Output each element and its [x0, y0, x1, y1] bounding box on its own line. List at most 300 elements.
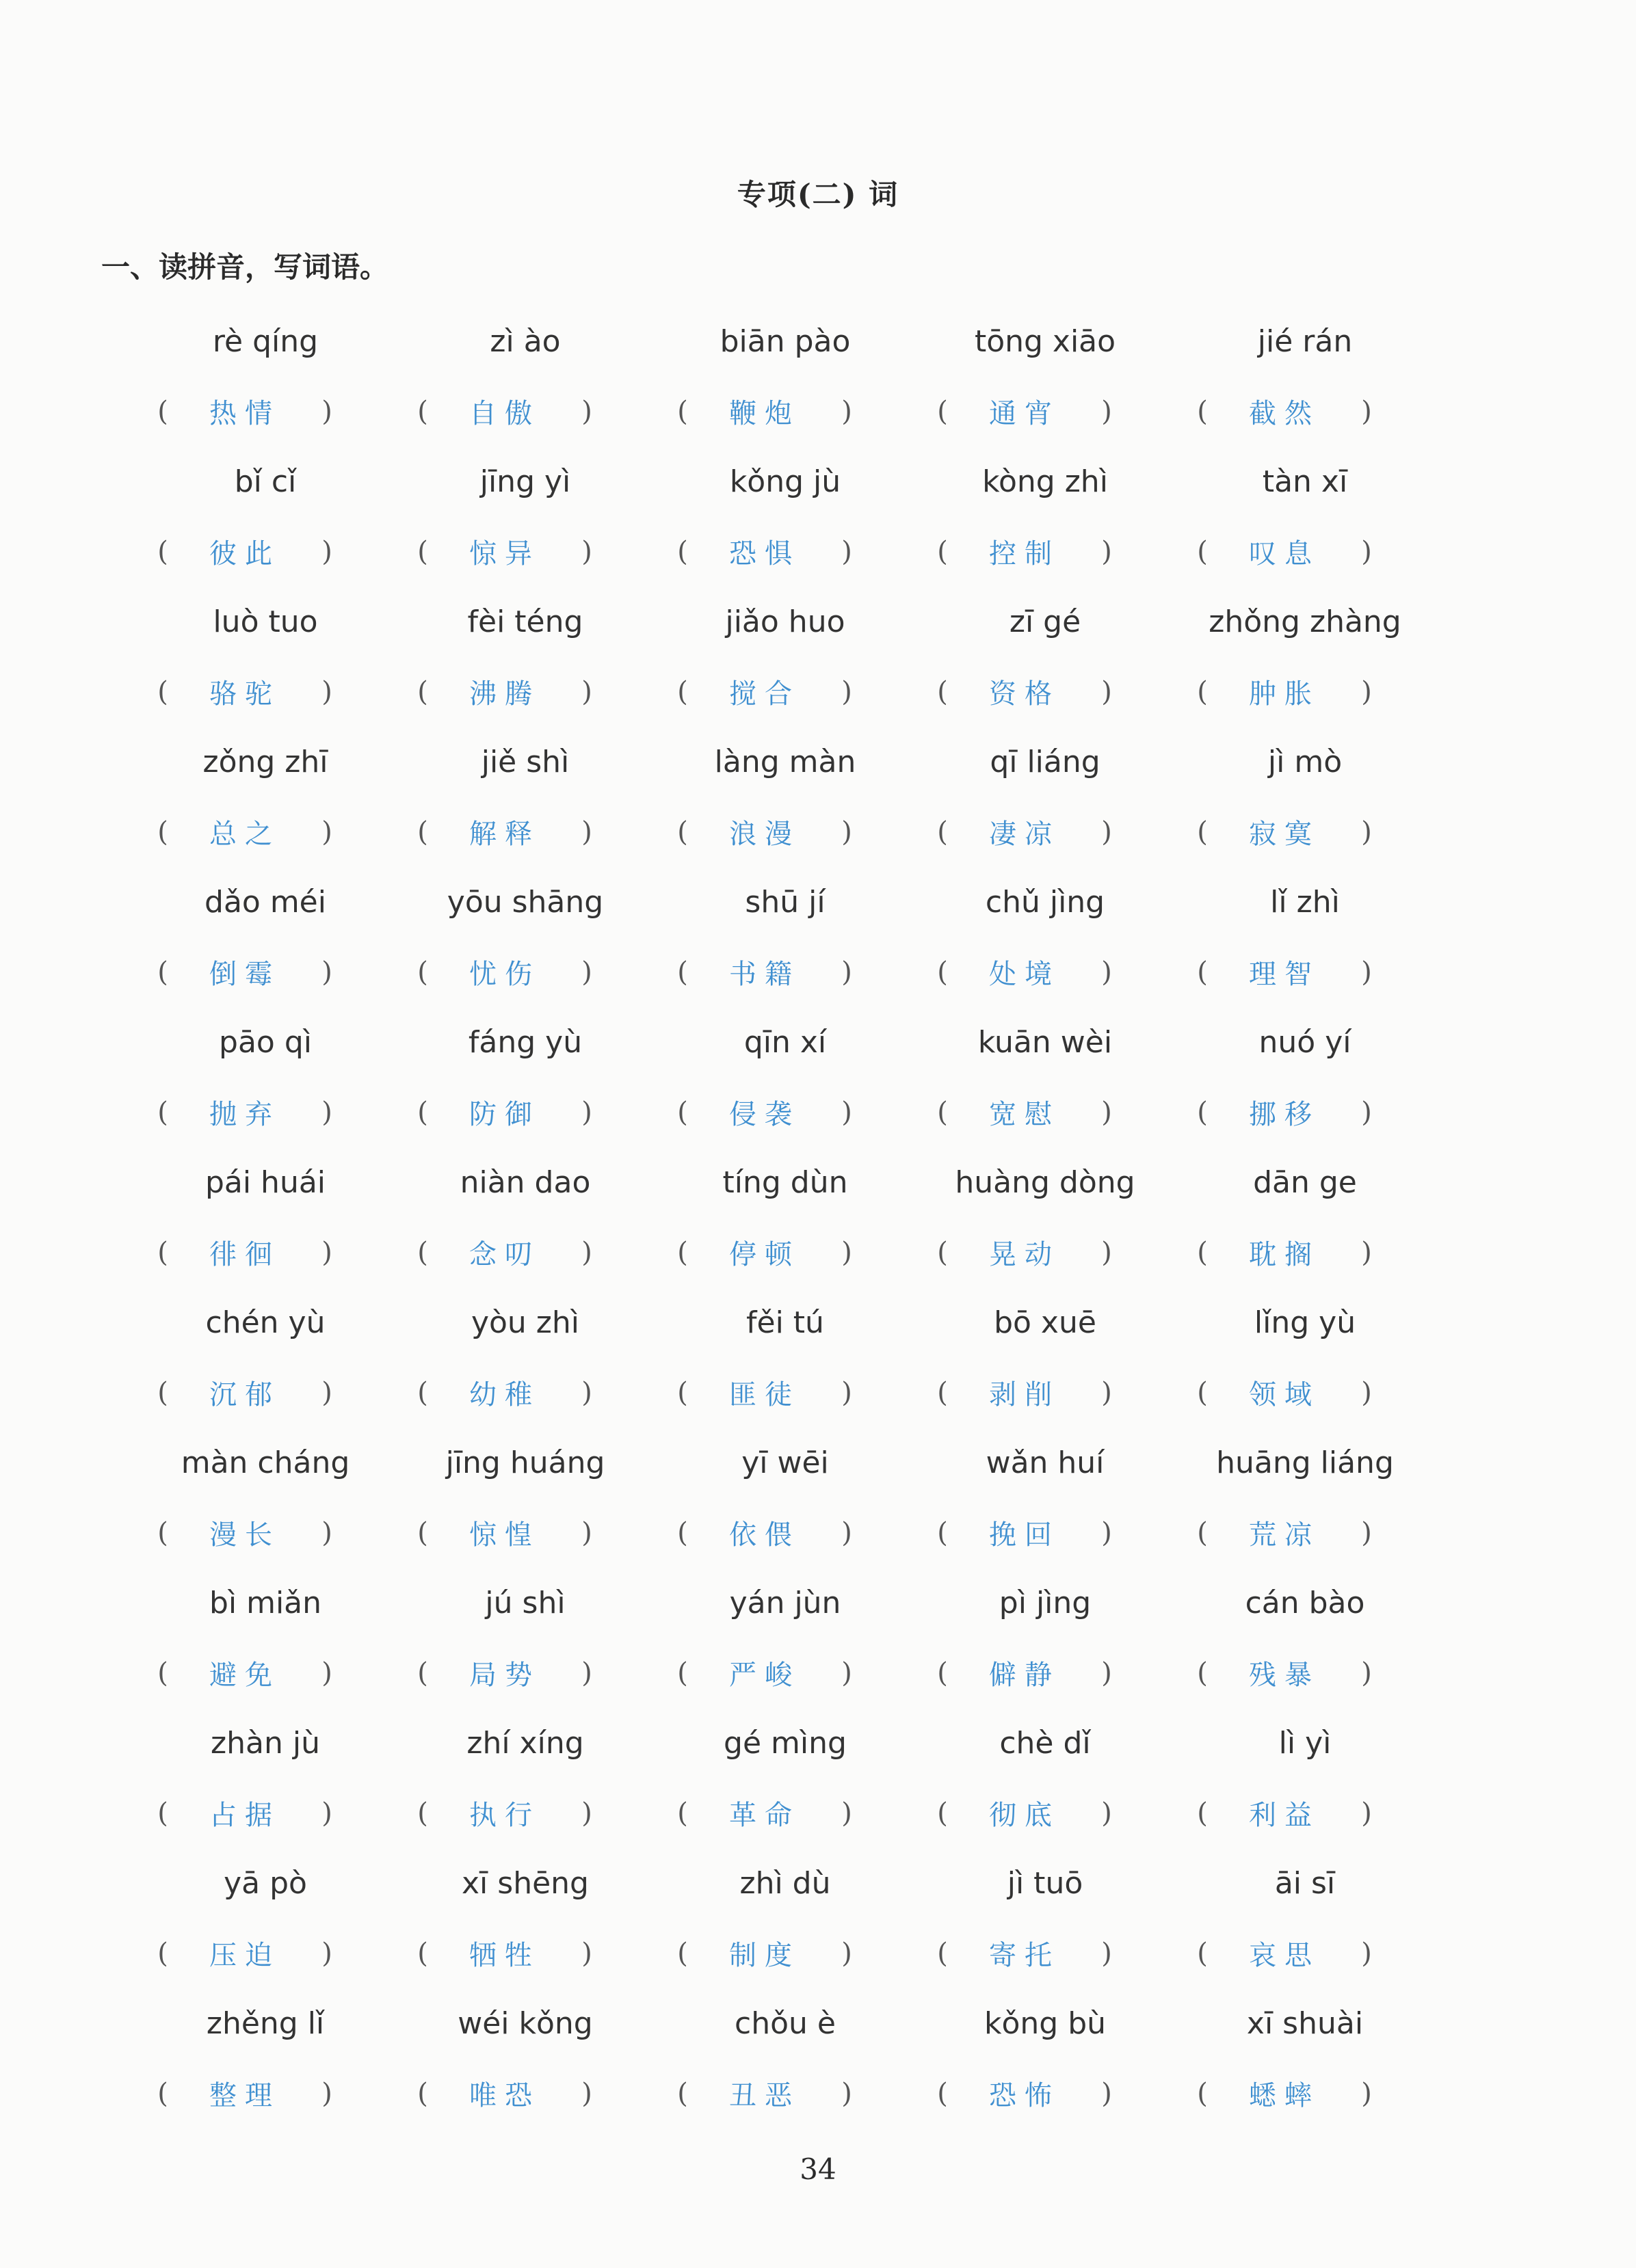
- answer-blank: [929, 1358, 1189, 1428]
- answer-blank: [1189, 1358, 1449, 1428]
- answer-blank: [409, 1778, 669, 1849]
- pinyin-prompt: zhàn jù: [211, 1725, 320, 1761]
- pinyin-prompt: pì jìng: [999, 1585, 1092, 1620]
- handwritten-answer: 沸腾: [469, 678, 540, 710]
- pinyin-prompt: zhěng lǐ: [206, 2005, 325, 2041]
- answer-blank: [929, 377, 1189, 447]
- handwritten-answer: 荒凉: [1249, 1519, 1320, 1551]
- answer-blank: [929, 657, 1189, 728]
- pinyin-prompt: yī wēi: [741, 1445, 829, 1480]
- handwritten-answer: 倒霉: [209, 959, 280, 991]
- handwritten-answer: 挽回: [989, 1519, 1060, 1551]
- right-paren: ): [581, 1657, 592, 1689]
- handwritten-answer: 骆驼: [209, 678, 280, 710]
- answer-blank: [669, 1638, 929, 1709]
- answer-blank: [669, 657, 929, 728]
- handwritten-answer: 念叨: [469, 1239, 540, 1271]
- answer-blank: [149, 1778, 409, 1849]
- pinyin-prompt: tōng xiāo: [974, 323, 1116, 359]
- pinyin-prompt: fèi téng: [467, 604, 583, 639]
- handwritten-answer: 惊异: [469, 538, 540, 570]
- pinyin-prompt: qī liáng: [990, 744, 1100, 779]
- handwritten-answer: 匪徒: [729, 1379, 800, 1411]
- left-paren: (: [937, 956, 948, 988]
- right-paren: ): [1361, 956, 1372, 988]
- right-paren: ): [1101, 676, 1112, 708]
- left-paren: (: [157, 535, 168, 568]
- pinyin-prompt: rè qíng: [212, 323, 319, 359]
- right-paren: ): [321, 535, 332, 568]
- right-paren: ): [1361, 1376, 1372, 1409]
- handwritten-answer: 彻底: [989, 1800, 1060, 1832]
- pinyin-prompt: màn cháng: [181, 1445, 350, 1480]
- handwritten-answer: 沉郁: [209, 1379, 280, 1411]
- left-paren: (: [157, 956, 168, 988]
- right-paren: ): [841, 395, 852, 427]
- right-paren: ): [581, 2077, 592, 2109]
- right-paren: ): [1101, 2077, 1112, 2109]
- left-paren: (: [937, 395, 948, 427]
- left-paren: (: [157, 676, 168, 708]
- left-paren: (: [1197, 1376, 1208, 1409]
- pinyin-prompt: fáng yù: [468, 1024, 583, 1060]
- left-paren: (: [1197, 956, 1208, 988]
- left-paren: (: [1197, 2077, 1208, 2109]
- answer-blank: [149, 2059, 409, 2129]
- handwritten-answer: 截然: [1249, 398, 1320, 430]
- right-paren: ): [321, 956, 332, 988]
- handwritten-answer: 总之: [209, 818, 280, 851]
- left-paren: (: [937, 1517, 948, 1549]
- right-paren: ): [841, 535, 852, 568]
- pinyin-prompt: pāo qì: [219, 1024, 312, 1060]
- left-paren: (: [937, 1236, 948, 1268]
- handwritten-answer: 占据: [209, 1800, 280, 1832]
- answer-blank: [929, 937, 1189, 1008]
- answer-blank: [409, 377, 669, 447]
- handwritten-answer: 制度: [729, 1940, 800, 1972]
- handwritten-answer: 丑恶: [729, 2080, 800, 2112]
- right-paren: ): [841, 1376, 852, 1409]
- pinyin-prompt: biān pào: [720, 323, 851, 359]
- pinyin-prompt: nuó yí: [1258, 1024, 1351, 1060]
- pinyin-prompt: huàng dòng: [955, 1164, 1135, 1200]
- left-paren: (: [417, 956, 428, 988]
- pinyin-prompt: bì miǎn: [209, 1585, 322, 1620]
- left-paren: (: [1197, 1657, 1208, 1689]
- answer-blank: [409, 657, 669, 728]
- right-paren: ): [841, 1937, 852, 1969]
- answer-blank: [669, 1358, 929, 1428]
- pinyin-prompt: tíng dùn: [722, 1164, 848, 1200]
- pinyin-prompt: yòu zhì: [471, 1305, 580, 1340]
- answer-blank: [669, 1218, 929, 1288]
- right-paren: ): [581, 535, 592, 568]
- handwritten-answer: 残暴: [1249, 1659, 1320, 1692]
- handwritten-answer: 执行: [469, 1800, 540, 1832]
- pinyin-prompt: jú shì: [485, 1585, 566, 1620]
- left-paren: (: [937, 1937, 948, 1969]
- page-title: 专项(二) 词: [737, 178, 899, 211]
- left-paren: (: [157, 1376, 168, 1409]
- handwritten-answer: 蟋蟀: [1249, 2080, 1320, 2112]
- pinyin-prompt: chǔ jìng: [985, 884, 1105, 920]
- pinyin-prompt: kuān wèi: [977, 1024, 1113, 1060]
- pinyin-prompt: jīng huáng: [445, 1445, 605, 1480]
- handwritten-answer: 唯恐: [469, 2080, 540, 2112]
- right-paren: ): [1101, 1236, 1112, 1268]
- left-paren: (: [157, 816, 168, 848]
- pinyin-prompt: zǒng zhī: [202, 744, 328, 779]
- pinyin-prompt: zhì dù: [739, 1865, 831, 1901]
- right-paren: ): [841, 1797, 852, 1829]
- handwritten-answer: 凄凉: [989, 818, 1060, 851]
- pinyin-prompt: āi sī: [1274, 1865, 1336, 1901]
- handwritten-answer: 叹息: [1249, 538, 1320, 570]
- handwritten-answer: 耽搁: [1249, 1239, 1320, 1271]
- exercise-grid: [149, 306, 1449, 2129]
- right-paren: ): [1361, 535, 1372, 568]
- right-paren: ): [841, 676, 852, 708]
- pinyin-prompt: huāng liáng: [1216, 1445, 1394, 1480]
- handwritten-answer: 控制: [989, 538, 1060, 570]
- answer-blank: [1189, 1218, 1449, 1288]
- pinyin-prompt: zhí xíng: [466, 1725, 584, 1761]
- left-paren: (: [417, 1797, 428, 1829]
- answer-blank: [1189, 517, 1449, 587]
- left-paren: (: [1197, 535, 1208, 568]
- left-paren: (: [677, 535, 688, 568]
- right-paren: ): [1361, 816, 1372, 848]
- pinyin-prompt: chè dǐ: [999, 1725, 1091, 1761]
- right-paren: ): [581, 1797, 592, 1829]
- pinyin-prompt: yōu shāng: [447, 884, 604, 920]
- left-paren: (: [937, 1376, 948, 1409]
- right-paren: ): [321, 1937, 332, 1969]
- pinyin-prompt: gé mìng: [724, 1725, 847, 1761]
- handwritten-answer: 自傲: [469, 398, 540, 430]
- answer-blank: [149, 1078, 409, 1148]
- answer-blank: [1189, 797, 1449, 868]
- answer-blank: [409, 1638, 669, 1709]
- handwritten-answer: 抛弃: [209, 1099, 280, 1131]
- left-paren: (: [937, 1096, 948, 1128]
- right-paren: ): [1101, 1797, 1112, 1829]
- left-paren: (: [1197, 1937, 1208, 1969]
- handwritten-answer: 漫长: [209, 1519, 280, 1551]
- answer-blank: [149, 797, 409, 868]
- answer-blank: [149, 1218, 409, 1288]
- right-paren: ): [841, 1236, 852, 1268]
- right-paren: ): [841, 1657, 852, 1689]
- pinyin-prompt: cán bào: [1245, 1585, 1365, 1620]
- handwritten-answer: 浪漫: [729, 818, 800, 851]
- handwritten-answer: 停顿: [729, 1239, 800, 1271]
- answer-blank: [929, 1778, 1189, 1849]
- handwritten-answer: 恐怖: [989, 2080, 1060, 2112]
- right-paren: ): [1101, 1657, 1112, 1689]
- right-paren: ): [841, 1517, 852, 1549]
- handwritten-answer: 寄托: [989, 1940, 1060, 1972]
- left-paren: (: [157, 1096, 168, 1128]
- right-paren: ): [581, 676, 592, 708]
- right-paren: ): [1101, 956, 1112, 988]
- handwritten-answer: 依偎: [729, 1519, 800, 1551]
- left-paren: (: [417, 816, 428, 848]
- right-paren: ): [321, 1797, 332, 1829]
- left-paren: (: [157, 1797, 168, 1829]
- answer-blank: [149, 377, 409, 447]
- handwritten-answer: 书籍: [729, 959, 800, 991]
- pinyin-prompt: zī gé: [1009, 604, 1081, 639]
- answer-blank: [409, 1218, 669, 1288]
- answer-blank: [929, 2059, 1189, 2129]
- left-paren: (: [677, 956, 688, 988]
- handwritten-answer: 资格: [989, 678, 1060, 710]
- answer-blank: [669, 937, 929, 1008]
- answer-blank: [929, 517, 1189, 587]
- pinyin-prompt: bǐ cǐ: [234, 464, 297, 499]
- pinyin-prompt: yā pò: [224, 1865, 307, 1901]
- pinyin-prompt: lǐng yù: [1254, 1305, 1356, 1340]
- right-paren: ): [1361, 1657, 1372, 1689]
- right-paren: ): [581, 1236, 592, 1268]
- pinyin-prompt: chǒu è: [735, 2005, 836, 2041]
- left-paren: (: [677, 1376, 688, 1409]
- pinyin-prompt: pái huái: [204, 1164, 326, 1200]
- answer-blank: [149, 1498, 409, 1569]
- pinyin-prompt: yán jùn: [729, 1585, 841, 1620]
- handwritten-answer: 热情: [209, 398, 280, 430]
- pinyin-prompt: lì yì: [1278, 1725, 1332, 1761]
- pinyin-prompt: jīng yì: [479, 464, 571, 499]
- right-paren: ): [321, 395, 332, 427]
- pinyin-prompt: dān ge: [1253, 1164, 1357, 1200]
- handwritten-answer: 通宵: [989, 398, 1060, 430]
- left-paren: (: [937, 816, 948, 848]
- right-paren: ): [1101, 395, 1112, 427]
- section-heading: 一、读拼音，写词语。: [101, 250, 389, 284]
- left-paren: (: [417, 1937, 428, 1969]
- answer-blank: [409, 937, 669, 1008]
- pinyin-prompt: zì ào: [490, 323, 561, 359]
- pinyin-prompt: lǐ zhì: [1270, 884, 1340, 920]
- answer-blank: [149, 1358, 409, 1428]
- right-paren: ): [581, 395, 592, 427]
- handwritten-answer: 惊惶: [469, 1519, 540, 1551]
- left-paren: (: [1197, 816, 1208, 848]
- answer-blank: [669, 797, 929, 868]
- left-paren: (: [677, 676, 688, 708]
- right-paren: ): [1101, 535, 1112, 568]
- handwritten-answer: 忧伤: [469, 959, 540, 991]
- right-paren: ): [1361, 1236, 1372, 1268]
- left-paren: (: [417, 535, 428, 568]
- left-paren: (: [157, 1657, 168, 1689]
- left-paren: (: [157, 2077, 168, 2109]
- answer-blank: [1189, 2059, 1449, 2129]
- right-paren: ): [581, 1096, 592, 1128]
- answer-blank: [669, 1498, 929, 1569]
- right-paren: ): [581, 1937, 592, 1969]
- left-paren: (: [1197, 676, 1208, 708]
- handwritten-answer: 局势: [469, 1659, 540, 1692]
- answer-blank: [409, 1078, 669, 1148]
- handwritten-answer: 防御: [469, 1099, 540, 1131]
- left-paren: (: [937, 2077, 948, 2109]
- handwritten-answer: 革命: [729, 1800, 800, 1832]
- pinyin-prompt: qīn xí: [743, 1024, 827, 1060]
- left-paren: (: [677, 1517, 688, 1549]
- right-paren: ): [1361, 395, 1372, 427]
- handwritten-answer: 剥削: [989, 1379, 1060, 1411]
- answer-blank: [409, 1358, 669, 1428]
- handwritten-answer: 牺牲: [469, 1940, 540, 1972]
- handwritten-answer: 搅合: [729, 678, 800, 710]
- pinyin-prompt: wǎn huí: [986, 1445, 1105, 1480]
- handwritten-answer: 鞭炮: [729, 398, 800, 430]
- pinyin-prompt: jì tuō: [1007, 1865, 1083, 1901]
- answer-blank: [149, 1638, 409, 1709]
- left-paren: (: [417, 2077, 428, 2109]
- answer-blank: [929, 1638, 1189, 1709]
- left-paren: (: [937, 535, 948, 568]
- pinyin-prompt: xī shēng: [462, 1865, 589, 1901]
- left-paren: (: [417, 1517, 428, 1549]
- answer-blank: [409, 1919, 669, 1989]
- pinyin-prompt: wéi kǒng: [458, 2005, 593, 2041]
- handwritten-answer: 侵袭: [729, 1099, 800, 1131]
- right-paren: ): [1361, 1797, 1372, 1829]
- answer-blank: [929, 1078, 1189, 1148]
- right-paren: ): [321, 1657, 332, 1689]
- pinyin-prompt: bō xuē: [994, 1305, 1096, 1340]
- left-paren: (: [937, 676, 948, 708]
- handwritten-answer: 肿胀: [1249, 678, 1320, 710]
- left-paren: (: [417, 676, 428, 708]
- right-paren: ): [321, 2077, 332, 2109]
- right-paren: ): [1101, 1096, 1112, 1128]
- left-paren: (: [677, 2077, 688, 2109]
- right-paren: ): [581, 956, 592, 988]
- answer-blank: [1189, 1919, 1449, 1989]
- right-paren: ): [1361, 1517, 1372, 1549]
- right-paren: ): [321, 1517, 332, 1549]
- answer-blank: [149, 1919, 409, 1989]
- pinyin-prompt: kǒng jù: [729, 464, 841, 499]
- left-paren: (: [677, 1937, 688, 1969]
- right-paren: ): [581, 816, 592, 848]
- left-paren: (: [677, 1797, 688, 1829]
- left-paren: (: [157, 1517, 168, 1549]
- pinyin-prompt: xī shuài: [1246, 2005, 1364, 2041]
- right-paren: ): [581, 1517, 592, 1549]
- answer-blank: [1189, 1778, 1449, 1849]
- pinyin-prompt: jì mò: [1267, 744, 1343, 779]
- right-paren: ): [1101, 1937, 1112, 1969]
- left-paren: (: [417, 1376, 428, 1409]
- answer-blank: [929, 1498, 1189, 1569]
- answer-blank: [669, 517, 929, 587]
- handwritten-answer: 彼此: [209, 538, 280, 570]
- handwritten-answer: 利益: [1249, 1800, 1320, 1832]
- pinyin-prompt: fěi tú: [746, 1305, 824, 1340]
- right-paren: ): [1101, 1517, 1112, 1549]
- handwritten-answer: 避免: [209, 1659, 280, 1692]
- left-paren: (: [157, 395, 168, 427]
- pinyin-prompt: làng màn: [714, 744, 856, 779]
- handwritten-answer: 幼稚: [469, 1379, 540, 1411]
- left-paren: (: [417, 395, 428, 427]
- left-paren: (: [417, 1657, 428, 1689]
- left-paren: (: [157, 1937, 168, 1969]
- right-paren: ): [841, 2077, 852, 2109]
- answer-blank: [929, 1919, 1189, 1989]
- left-paren: (: [1197, 395, 1208, 427]
- right-paren: ): [321, 1236, 332, 1268]
- left-paren: (: [1197, 1797, 1208, 1829]
- pinyin-prompt: jié rán: [1257, 323, 1353, 359]
- right-paren: ): [321, 676, 332, 708]
- left-paren: (: [1197, 1096, 1208, 1128]
- handwritten-answer: 领域: [1249, 1379, 1320, 1411]
- answer-blank: [1189, 1498, 1449, 1569]
- right-paren: ): [1361, 1096, 1372, 1128]
- handwritten-answer: 处境: [989, 959, 1060, 991]
- handwritten-answer: 宽慰: [989, 1099, 1060, 1131]
- answer-blank: [409, 1498, 669, 1569]
- left-paren: (: [677, 395, 688, 427]
- left-paren: (: [417, 1096, 428, 1128]
- answer-blank: [1189, 1638, 1449, 1709]
- right-paren: ): [1361, 2077, 1372, 2109]
- handwritten-answer: 晃动: [989, 1239, 1060, 1271]
- pinyin-prompt: kòng zhì: [982, 464, 1108, 499]
- pinyin-prompt: jiě shì: [481, 744, 570, 779]
- answer-blank: [1189, 937, 1449, 1008]
- left-paren: (: [937, 1657, 948, 1689]
- left-paren: (: [157, 1236, 168, 1268]
- left-paren: (: [677, 1657, 688, 1689]
- handwritten-answer: 整理: [209, 2080, 280, 2112]
- pinyin-prompt: shū jí: [745, 884, 826, 920]
- pinyin-prompt: tàn xī: [1262, 464, 1348, 499]
- answer-blank: [669, 1078, 929, 1148]
- left-paren: (: [1197, 1517, 1208, 1549]
- answer-blank: [149, 937, 409, 1008]
- handwritten-answer: 严峻: [729, 1659, 800, 1692]
- left-paren: (: [677, 1096, 688, 1128]
- right-paren: ): [321, 1376, 332, 1409]
- right-paren: ): [581, 1376, 592, 1409]
- left-paren: (: [417, 1236, 428, 1268]
- right-paren: ): [1101, 1376, 1112, 1409]
- page-number: 34: [800, 2152, 836, 2186]
- answer-blank: [669, 2059, 929, 2129]
- left-paren: (: [1197, 1236, 1208, 1268]
- handwritten-answer: 理智: [1249, 959, 1320, 991]
- handwritten-answer: 僻静: [989, 1659, 1060, 1692]
- answer-blank: [149, 657, 409, 728]
- handwritten-answer: 哀思: [1249, 1940, 1320, 1972]
- answer-blank: [929, 1218, 1189, 1288]
- pinyin-prompt: chén yù: [205, 1305, 326, 1340]
- right-paren: ): [841, 1096, 852, 1128]
- handwritten-answer: 挪移: [1249, 1099, 1320, 1131]
- handwritten-answer: 徘徊: [209, 1239, 280, 1271]
- handwritten-answer: 恐惧: [729, 538, 800, 570]
- handwritten-answer: 寂寞: [1249, 818, 1320, 851]
